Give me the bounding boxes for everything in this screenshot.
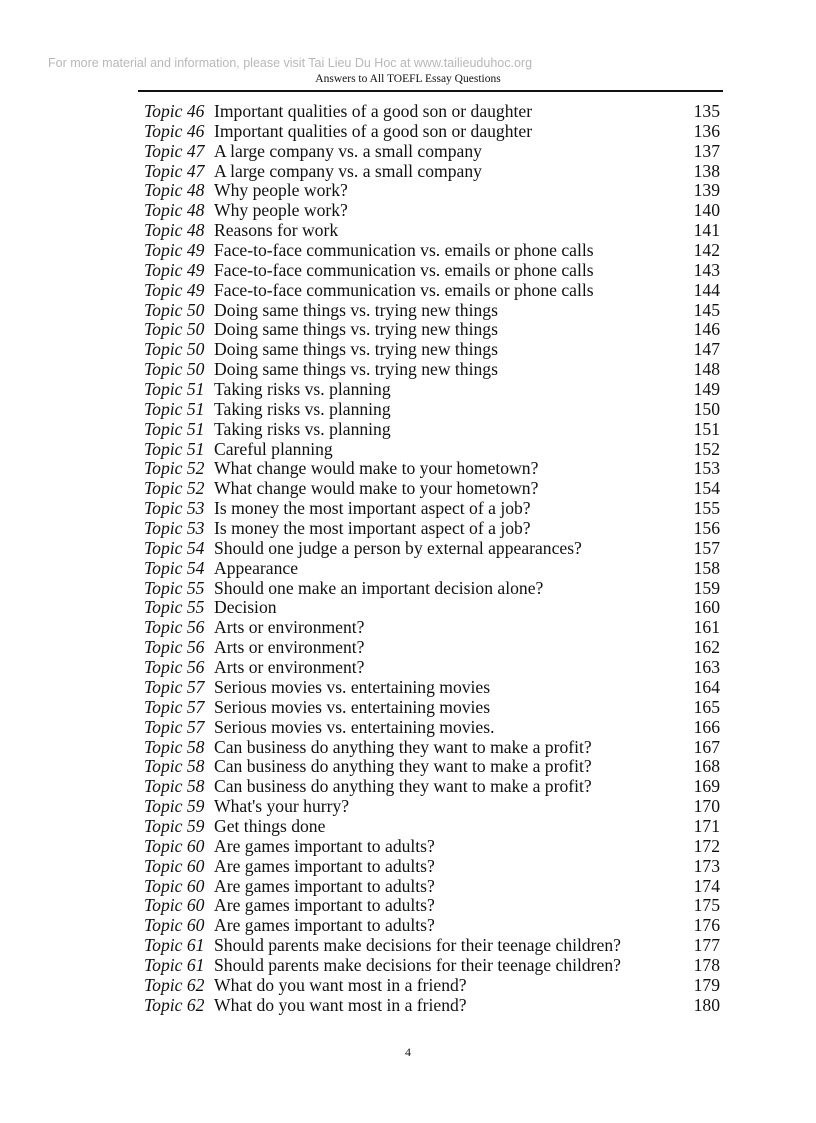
topic-title: Appearance — [214, 557, 298, 578]
topic-label: Topic 58 — [144, 736, 205, 757]
topic-title: Can business do anything they want to make a profit? — [214, 736, 592, 757]
topic-label: Topic 59 — [144, 796, 205, 817]
topic-title: Why people work? — [214, 180, 348, 201]
topic-label: Topic 62 — [144, 994, 205, 1015]
toc-row — [144, 241, 720, 261]
page-number: 172 — [693, 835, 720, 856]
toc-row — [144, 658, 720, 678]
topic-title: Arts or environment? — [214, 637, 365, 658]
header-divider — [138, 90, 723, 92]
topic-label: Topic 46 — [144, 101, 205, 121]
toc-row — [144, 837, 720, 857]
topic-title: Should one make an important decision alone? — [214, 577, 544, 598]
toc-row — [144, 499, 720, 519]
toc-row — [144, 261, 720, 281]
toc-row — [144, 142, 720, 162]
toc-row — [144, 579, 720, 599]
topic-label: Topic 56 — [144, 617, 205, 638]
toc-row — [144, 420, 720, 440]
toc-row — [144, 638, 720, 658]
toc-row — [144, 301, 720, 321]
topic-title: Taking risks vs. planning — [214, 418, 391, 439]
topic-title: Face-to-face communication vs. emails or phone calls — [214, 259, 594, 280]
page-number: 140 — [693, 200, 720, 221]
page-number: 179 — [693, 974, 720, 995]
toc-row — [144, 380, 720, 400]
watermark-text: For more material and information, please visit Tai Lieu Du Hoc at www.tailieuduhoc.org — [48, 56, 533, 70]
table-of-contents — [144, 102, 720, 1016]
topic-title: Serious movies vs. entertaining movies — [214, 676, 491, 697]
page-number: 151 — [693, 418, 720, 439]
page-number: 165 — [693, 696, 720, 717]
topic-label: Topic 57 — [144, 696, 205, 717]
topic-label: Topic 49 — [144, 259, 205, 280]
topic-title: Taking risks vs. planning — [214, 379, 391, 400]
topic-title: What change would make to your hometown? — [214, 478, 539, 499]
page-number: 177 — [693, 935, 720, 956]
page-number: 170 — [693, 796, 720, 817]
topic-title: Doing same things vs. trying new things — [214, 319, 498, 340]
topic-title: Is money the most important aspect of a job? — [214, 518, 531, 539]
topic-label: Topic 47 — [144, 160, 205, 181]
topic-title: Are games important to adults? — [214, 875, 435, 896]
topic-label: Topic 54 — [144, 537, 205, 558]
topic-title: Face-to-face communication vs. emails or phone calls — [214, 240, 594, 261]
topic-label: Topic 57 — [144, 716, 205, 737]
topic-title: Careful planning — [214, 438, 333, 459]
topic-label: Topic 50 — [144, 359, 205, 380]
topic-title: Doing same things vs. trying new things — [214, 359, 498, 380]
topic-title: Doing same things vs. trying new things — [214, 299, 498, 320]
page-number: 144 — [693, 279, 720, 300]
topic-title: A large company vs. a small company — [214, 160, 482, 181]
topic-label: Topic 61 — [144, 935, 205, 956]
toc-row — [144, 281, 720, 301]
toc-row — [144, 777, 720, 797]
topic-title: Reasons for work — [214, 220, 339, 241]
topic-title: What's your hurry? — [214, 796, 350, 817]
topic-label: Topic 46 — [144, 120, 205, 141]
topic-title: Can business do anything they want to make a profit? — [214, 756, 592, 777]
toc-row — [144, 440, 720, 460]
topic-title: Serious movies vs. entertaining movies — [214, 696, 491, 717]
topic-label: Topic 47 — [144, 140, 205, 161]
topic-label: Topic 55 — [144, 597, 205, 618]
toc-row — [144, 956, 720, 976]
toc-row — [144, 817, 720, 837]
page-number: 169 — [693, 776, 720, 797]
toc-row — [144, 459, 720, 479]
toc-row — [144, 340, 720, 360]
topic-title: Should parents make decisions for their teenage children? — [214, 935, 621, 956]
page-number: 145 — [693, 299, 720, 320]
toc-row — [144, 122, 720, 142]
toc-row — [144, 738, 720, 758]
page-number: 180 — [693, 994, 720, 1015]
toc-row — [144, 678, 720, 698]
topic-title: Are games important to adults? — [214, 835, 435, 856]
page-number: 138 — [693, 160, 720, 181]
page-number: 174 — [693, 875, 720, 896]
topic-title: What do you want most in a friend? — [214, 974, 467, 995]
topic-title: Taking risks vs. planning — [214, 398, 391, 419]
topic-label: Topic 61 — [144, 954, 205, 975]
page-number: 146 — [693, 319, 720, 340]
topic-label: Topic 58 — [144, 776, 205, 797]
topic-title: Are games important to adults? — [214, 915, 435, 936]
topic-label: Topic 53 — [144, 518, 205, 539]
topic-title: Should one judge a person by external appearances? — [214, 537, 582, 558]
topic-label: Topic 60 — [144, 835, 205, 856]
page-number: 137 — [693, 140, 720, 161]
page-number: 149 — [693, 379, 720, 400]
page-number: 161 — [693, 617, 720, 638]
topic-label: Topic 52 — [144, 478, 205, 499]
topic-label: Topic 51 — [144, 438, 205, 459]
topic-label: Topic 49 — [144, 279, 205, 300]
page-number: 173 — [693, 855, 720, 876]
topic-label: Topic 58 — [144, 756, 205, 777]
topic-label: Topic 51 — [144, 379, 205, 400]
topic-title: Doing same things vs. trying new things — [214, 339, 498, 360]
toc-row — [144, 698, 720, 718]
page-number: 139 — [693, 180, 720, 201]
topic-title: Serious movies vs. entertaining movies. — [214, 716, 495, 737]
page-number: 175 — [693, 895, 720, 916]
page-number: 152 — [693, 438, 720, 459]
toc-row — [144, 181, 720, 201]
page-number: 141 — [693, 220, 720, 241]
toc-row — [144, 519, 720, 539]
toc-row — [144, 936, 720, 956]
topic-label: Topic 48 — [144, 200, 205, 221]
toc-row — [144, 757, 720, 777]
toc-row — [144, 718, 720, 738]
page-number: 167 — [693, 736, 720, 757]
toc-row — [144, 797, 720, 817]
toc-row — [144, 559, 720, 579]
page-number: 142 — [693, 240, 720, 261]
page-number: 166 — [693, 716, 720, 737]
topic-label: Topic 50 — [144, 319, 205, 340]
toc-row — [144, 916, 720, 936]
toc-row — [144, 102, 720, 122]
topic-title: What do you want most in a friend? — [214, 994, 467, 1015]
topic-title: Face-to-face communication vs. emails or phone calls — [214, 279, 594, 300]
page-number: 157 — [693, 537, 720, 558]
toc-row — [144, 201, 720, 221]
toc-row — [144, 360, 720, 380]
topic-label: Topic 53 — [144, 498, 205, 519]
topic-title: Decision — [214, 597, 277, 618]
page-number: 162 — [693, 637, 720, 658]
topic-label: Topic 49 — [144, 240, 205, 261]
page-number: 135 — [693, 101, 720, 121]
page-number: 164 — [693, 676, 720, 697]
toc-row — [144, 162, 720, 182]
running-header: Answers to All TOEFL Essay Questions — [315, 73, 501, 85]
topic-title: Arts or environment? — [214, 657, 365, 678]
topic-label: Topic 60 — [144, 895, 205, 916]
page-number: 176 — [693, 915, 720, 936]
page-number: 163 — [693, 657, 720, 678]
page-number: 168 — [693, 756, 720, 777]
page-number: 147 — [693, 339, 720, 360]
page-number: 136 — [693, 120, 720, 141]
topic-label: Topic 55 — [144, 577, 205, 598]
page-number: 178 — [693, 954, 720, 975]
topic-label: Topic 50 — [144, 299, 205, 320]
topic-label: Topic 48 — [144, 180, 205, 201]
topic-title: A large company vs. a small company — [214, 140, 482, 161]
topic-label: Topic 59 — [144, 815, 205, 836]
topic-label: Topic 52 — [144, 458, 205, 479]
topic-title: Important qualities of a good son or daughter — [214, 120, 533, 141]
topic-label: Topic 51 — [144, 418, 205, 439]
topic-title: Why people work? — [214, 200, 348, 221]
topic-title: Important qualities of a good son or daughter — [214, 101, 533, 121]
topic-title: Can business do anything they want to make a profit? — [214, 776, 592, 797]
topic-label: Topic 60 — [144, 915, 205, 936]
toc-row — [144, 479, 720, 499]
page-number: 158 — [693, 557, 720, 578]
toc-row — [144, 598, 720, 618]
page-number: 143 — [693, 259, 720, 280]
page-number: 150 — [693, 398, 720, 419]
topic-label: Topic 54 — [144, 557, 205, 578]
topic-label: Topic 56 — [144, 637, 205, 658]
topic-title: Arts or environment? — [214, 617, 365, 638]
toc-row — [144, 221, 720, 241]
topic-title: What change would make to your hometown? — [214, 458, 539, 479]
toc-row — [144, 896, 720, 916]
page-number: 159 — [693, 577, 720, 598]
topic-label: Topic 62 — [144, 974, 205, 995]
topic-label: Topic 60 — [144, 875, 205, 896]
topic-title: Is money the most important aspect of a job? — [214, 498, 531, 519]
toc-row — [144, 976, 720, 996]
page-number: 155 — [693, 498, 720, 519]
toc-row — [144, 400, 720, 420]
toc-row — [144, 539, 720, 559]
page-number: 171 — [693, 815, 720, 836]
page-number: 148 — [693, 359, 720, 380]
topic-title: Are games important to adults? — [214, 855, 435, 876]
page-footer-number: 4 — [405, 1045, 411, 1059]
toc-row — [144, 877, 720, 897]
topic-title: Get things done — [214, 815, 326, 836]
page-number: 156 — [693, 518, 720, 539]
page-number: 153 — [693, 458, 720, 479]
topic-label: Topic 50 — [144, 339, 205, 360]
topic-label: Topic 48 — [144, 220, 205, 241]
topic-label: Topic 56 — [144, 657, 205, 678]
toc-row — [144, 618, 720, 638]
toc-row — [144, 320, 720, 340]
toc-row — [144, 996, 720, 1016]
topic-label: Topic 57 — [144, 676, 205, 697]
page-number: 160 — [693, 597, 720, 618]
toc-row — [144, 857, 720, 877]
topic-title: Should parents make decisions for their teenage children? — [214, 954, 621, 975]
topic-label: Topic 51 — [144, 398, 205, 419]
topic-label: Topic 60 — [144, 855, 205, 876]
topic-title: Are games important to adults? — [214, 895, 435, 916]
page-number: 154 — [693, 478, 720, 499]
